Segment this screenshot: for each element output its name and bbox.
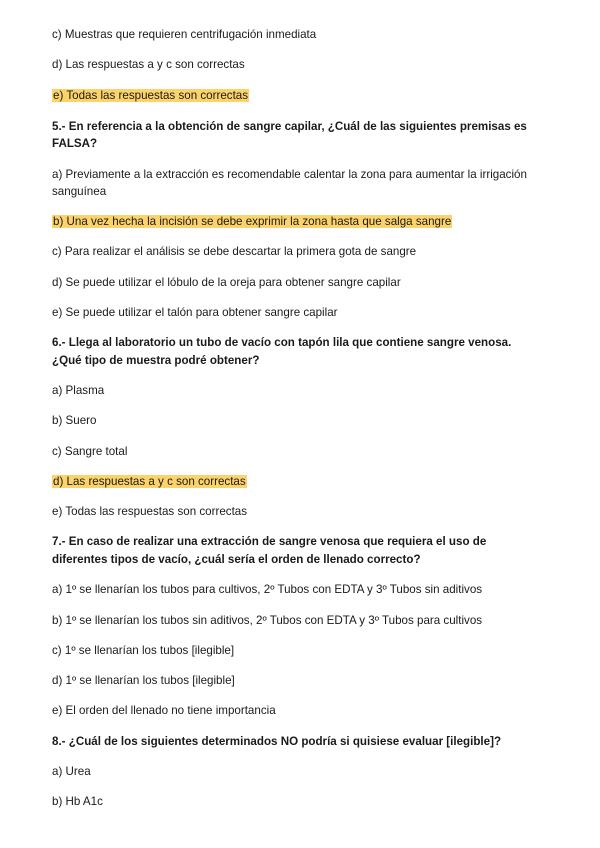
- q8-question: 8.- ¿Cuál de los siguientes determinados NO podría si quisiese evaluar [ilegible]?: [52, 735, 502, 748]
- q4-option-d: d) Las respuestas a y c son correctas: [52, 58, 245, 71]
- q5-option-d: d) Se puede utilizar el lóbulo de la oreja para obtener sangre capilar: [52, 276, 401, 289]
- q6-option-d-answer: [52, 474, 247, 490]
- q8-option-a: a) Urea: [52, 765, 91, 778]
- q5-answer-highlight: b) Una vez hecha la incisión se debe exprimir la zona hasta que salga sangre: [53, 215, 452, 228]
- q4-answer-highlight: e) Todas las respuestas son correctas: [53, 89, 249, 102]
- q7-option-e: e) El orden del llenado no tiene importancia: [52, 704, 276, 717]
- q6-option-c: c) Sangre total: [52, 445, 128, 458]
- q6-option-b: b) Suero: [52, 414, 97, 427]
- q6-answer-highlight: d) Las respuestas a y c son correctas: [53, 475, 246, 488]
- q5-question-line1: 5.- En referencia a la obtención de sangre capilar, ¿Cuál de las siguientes premisas es: [52, 120, 527, 133]
- q7-option-d: d) 1º se llenarían los tubos [ilegible]: [52, 674, 235, 687]
- q7-question-line2: diferentes tipos de vacío, ¿cuál sería el orden de llenado correcto?: [52, 553, 421, 566]
- q4-option-e-answer: [52, 88, 249, 104]
- q4-option-c: c) Muestras que requieren centrifugación inmediata: [52, 28, 317, 41]
- q5-option-c: c) Para realizar el análisis se debe descartar la primera gota de sangre: [52, 245, 417, 258]
- q7-question-line1: 7.- En caso de realizar una extracción de sangre venosa que requiera el uso de: [52, 535, 487, 548]
- q6-question-line1: 6.- Llega al laboratorio un tubo de vacío con tapón lila que contiene sangre venosa.: [52, 336, 512, 349]
- q5-option-a-line2: sanguínea: [52, 185, 107, 198]
- q7-option-a: a) 1º se llenarían los tubos para cultivos, 2º Tubos con EDTA y 3º Tubos sin aditivos: [52, 583, 483, 596]
- q5-option-a-line1: a) Previamente a la extracción es recomendable calentar la zona para aumentar la irrigación: [52, 168, 527, 181]
- q6-question-line2: ¿Qué tipo de muestra podré obtener?: [52, 354, 260, 367]
- q5-option-e: e) Se puede utilizar el talón para obtener sangre capilar: [52, 306, 338, 319]
- q8-option-b: b) Hb A1c: [52, 795, 103, 808]
- q6-option-a: a) Plasma: [52, 384, 105, 397]
- q7-option-c: c) 1º se llenarían los tubos [ilegible]: [52, 644, 235, 657]
- q6-option-e: e) Todas las respuestas son correctas: [52, 505, 248, 518]
- q7-option-b: b) 1º se llenarían los tubos sin aditivos, 2º Tubos con EDTA y 3º Tubos para cultivos: [52, 614, 483, 627]
- q5-option-b-answer: [52, 214, 452, 230]
- q5-question-line2: FALSA?: [52, 137, 98, 150]
